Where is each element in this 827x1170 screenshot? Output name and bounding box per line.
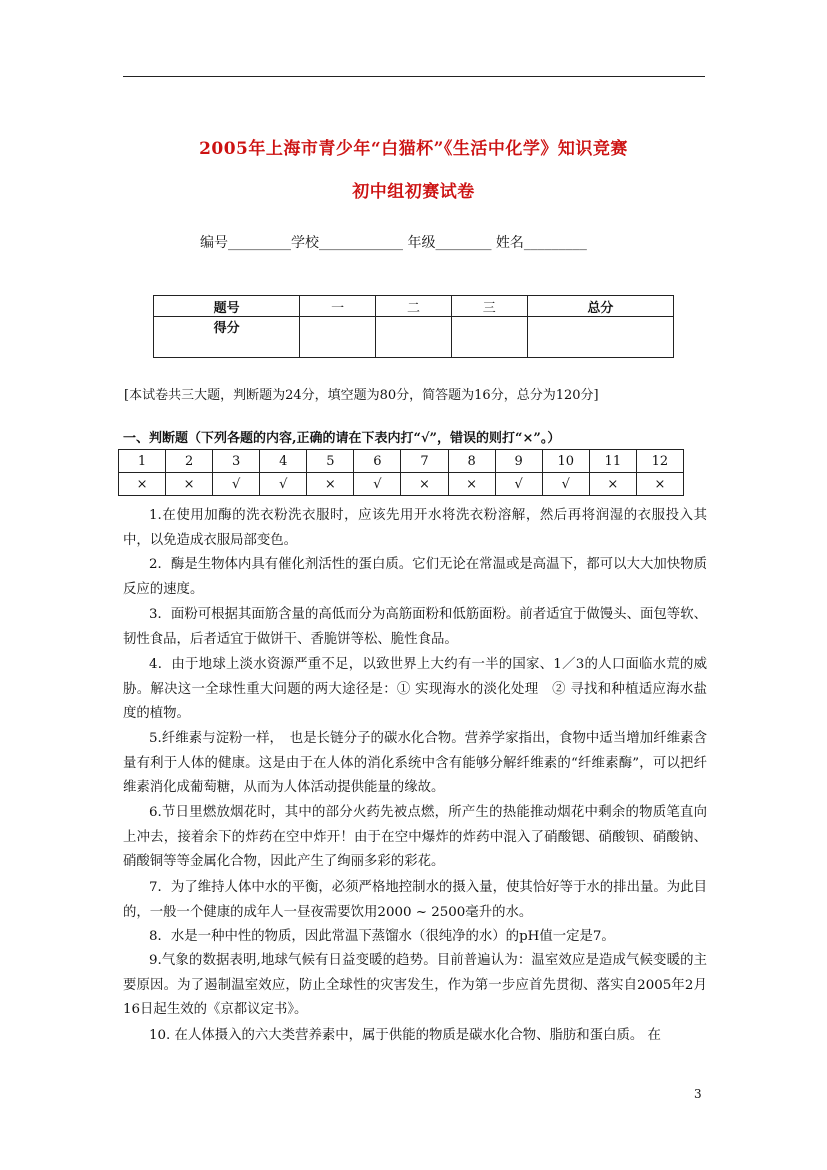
answer-number: 12 [636,450,683,473]
score-cell[interactable] [376,317,452,358]
answer-number: 11 [589,450,636,473]
answer-number: 1 [119,450,166,473]
question-9: 9.气象的数据表明,地球气候有日益变暖的趋势。目前普遍认为：温室效应是造成气候变暖的主要原因。为了遏制温室效应，防止全球性的灾害发生，作为第一步应首先贯彻、落实自2005年2月16日起生效的《京都议定书》。 [123,953,707,1018]
answer-mark: √ [354,473,401,496]
score-cell[interactable] [451,317,527,358]
answer-mark: × [448,473,495,496]
answer-number: 5 [307,450,354,473]
exam-subtitle: 初中组初赛试卷 [352,182,475,202]
answer-mark: × [401,473,448,496]
answer-number: 7 [401,450,448,473]
answer-number: 9 [495,450,542,473]
answer-number: 2 [166,450,213,473]
answer-mark: × [166,473,213,496]
answer-mark: × [119,473,166,496]
question-4: 4．由于地球上淡水资源严重不足，以致世界上大约有一半的国家、1／3的人口面临水荒的威胁。解决这一全球性重大问题的两大途径是：① 实现海水的淡化处理 ② 寻找和种植适应海水盐度的植物。 [123,657,707,722]
question-8: 8．水是一种中性的物质，因此常温下蒸馏水（很纯净的水）的pH值一定是7。 [149,929,615,944]
score-cell[interactable] [527,317,673,358]
exam-title: 2005年上海市青少年“白猫杯”《生活中化学》知识竞赛 [199,139,628,159]
question-1: 1.在使用加酶的洗衣粉洗衣服时，应该先用开水将洗衣粉溶解，然后再将润湿的衣服投入其中，以免造成衣服局部变色。 [123,508,707,548]
answer-mark: × [636,473,683,496]
answer-table [118,449,684,496]
answer-mark: √ [495,473,542,496]
score-table-header-label: 题号 [154,296,300,317]
answer-number: 8 [448,450,495,473]
answer-mark: √ [213,473,260,496]
section-heading: 一、判断题（下列各题的内容,正确的请在下表内打“√”，错误的则打“×”。） [123,431,561,446]
question-10: 10. 在人体摄入的六大类营养素中，属于供能的物质是碳水化合物、脂肪和蛋白质。 在 [149,1028,661,1043]
student-info-line: 编号_________学校____________ 年级________ 姓名_________ [200,235,587,251]
question-2: 2．酶是生物体内具有催化剂活性的蛋白质。它们无论在常温或是高温下，都可以大大加快物质反应的速度。 [123,557,707,597]
score-table-row-label: 得分 [154,317,300,358]
page-number: 3 [694,1087,702,1101]
answer-mark: × [307,473,354,496]
answer-mark: √ [260,473,307,496]
score-table-col: 三 [451,296,527,317]
exam-note: [本试卷共三大题，判断题为24分，填空题为80分，简答题为16分，总分为120分] [124,388,599,403]
score-table [153,295,674,358]
answer-number: 3 [213,450,260,473]
answer-number: 10 [542,450,589,473]
score-table-col: 二 [376,296,452,317]
question-7: 7．为了维持人体中水的平衡，必须严格地控制水的摄入量，使其恰好等于水的排出量。为此目的，一般一个健康的成年人一昼夜需要饮用2000 ~ 2500毫升的水。 [123,880,707,920]
question-6: 6.节日里燃放烟花时，其中的部分火药先被点燃，所产生的热能推动烟花中剩余的物质笔直向上冲去，接着余下的炸药在空中炸开！由于在空中爆炸的炸药中混入了硝酸锶、硝酸钡、硝酸钠、硝酸铜等等金属化合物，因此产生了绚丽多彩的彩花。 [123,805,707,870]
answer-number: 4 [260,450,307,473]
answer-number: 6 [354,450,401,473]
answer-mark: √ [542,473,589,496]
header-rule [123,76,705,77]
answer-mark: × [589,473,636,496]
score-table-col: 总分 [527,296,673,317]
score-cell[interactable] [300,317,376,358]
question-3: 3．面粉可根据其面筋含量的高低而分为高筋面粉和低筋面粉。前者适宜于做馒头、面包等软、韧性食品，后者适宜于做饼干、香脆饼等松、脆性食品。 [123,607,707,647]
score-table-col: 一 [300,296,376,317]
question-5: 5.纤维素与淀粉一样， 也是长链分子的碳水化合物。营养学家指出，食物中适当增加纤维素含量有利于人体的健康。这是由于在人体的消化系统中含有能够分解纤维素的“纤维素酶”，可以把纤维素消化成葡萄糖，从而为人体活动提供能量的缘故。 [123,731,707,796]
